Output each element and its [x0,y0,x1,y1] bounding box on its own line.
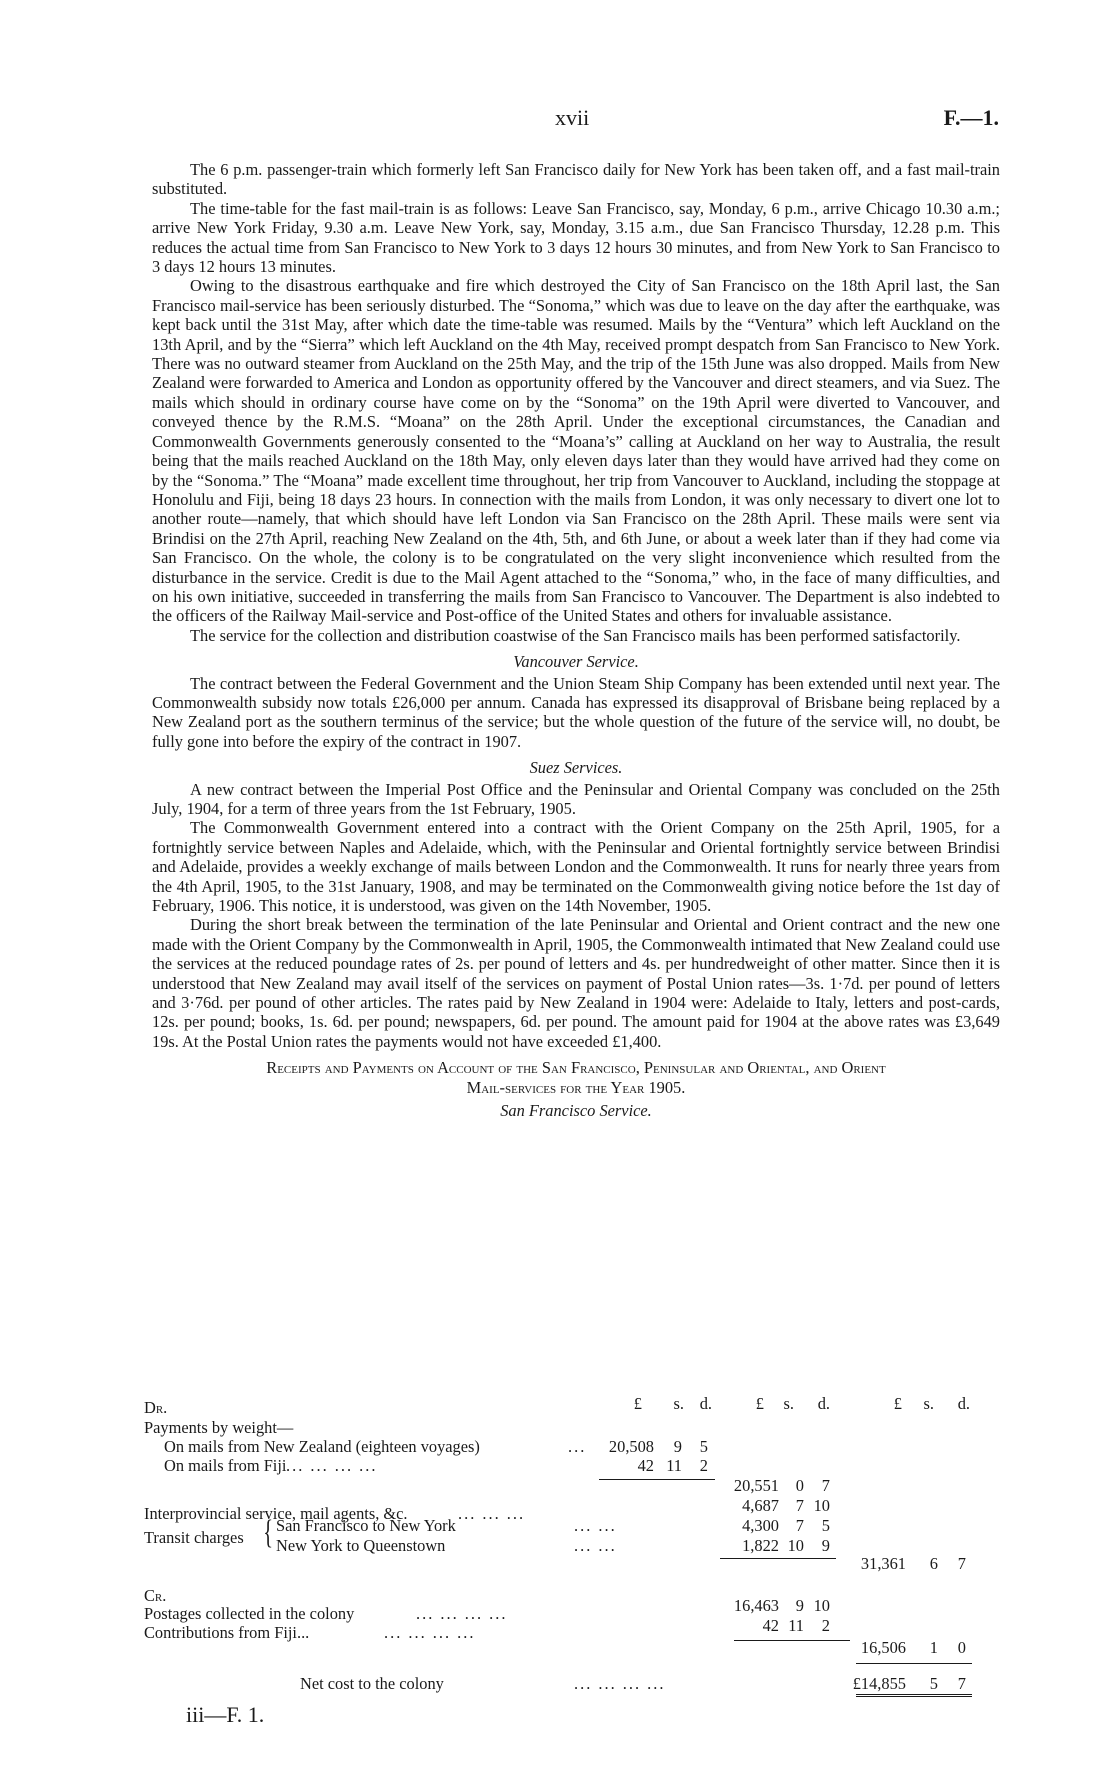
col-head-pence: d. [817,1394,830,1413]
col-head-pence: d. [699,1394,712,1413]
paragraph: The Commonwealth Government entered into a contract with the Orient Company on the 25th April, 1905, for a fortnightly service between Naples and Adelaide, which, with the Peninsular and Oriental fortnightly service between Brindisi and Adelaide, provides a weekly exchange of mails between London and the Commonwealth. It runs for nearly three years from the 4th April, 1905, to the 31st January, 1908, and may be terminated on the Commonwealth giving notice before the 1st day of February, 1906. This notice, it is understood, was given on the 14th November, 1905. [152,818,1000,916]
account-table [144,1394,1004,1698]
amount-shillings: 6 [929,1554,938,1573]
col-head-pounds: £ [633,1394,642,1413]
amount-pounds: 4,300 [742,1516,779,1535]
total-rule [856,1663,972,1664]
leader-dots: ... ... ... ... [384,1623,476,1642]
running-head [0,105,1114,135]
amount-pounds: 16,506 [860,1638,906,1657]
subtotal-rule [720,1558,836,1559]
net-cost-pence: 7 [957,1674,966,1693]
body-text [152,160,1000,1121]
debit-label: Dr. [144,1398,168,1417]
section-heading-suez: Suez Services. [529,758,623,778]
col-head-shillings: s. [923,1394,934,1413]
net-cost-shillings: 5 [929,1674,938,1693]
amount-pence: 5 [821,1516,830,1535]
paragraph: During the short break between the termination of the late Peninsular and Oriental and Orient contract and the new one made with the Orient Company by the Commonwealth in April, 1905, the Commonwealth intimated that New Zealand could use the services at the reduced poundage rates of 2s. per pound of letters and 4s. per hundredweight of other matter. Since then it is understood that New Zealand may avail itself of the services on payment of Postal Union rates—3s. 1·7d. per pound of letters and 3·76d. per pound of other articles. The rates paid by New Zealand in 1904 were: Adelaide to Italy, letters and post-cards, 12s. per pound; books, 1s. 6d. per pound; newspapers, 6d. per pound. The amount paid for 1904 at the above rates was £3,649 19s. At the Postal Union rates the payments would not have exceeded £1,400. [152,915,1000,1051]
amount-shillings: 11 [666,1456,682,1475]
payments-heading: Payments by weight— [144,1418,294,1437]
subtotal-rule [599,1479,715,1480]
amount-pence: 0 [957,1638,966,1657]
row-label: New York to Queenstown [276,1536,446,1555]
amount-pounds: 16,463 [733,1596,779,1615]
leader-dots: ... ... ... ... [416,1604,508,1623]
amount-pence: 7 [957,1554,966,1573]
double-rule [856,1694,972,1697]
leader-dots: ... ... ... [458,1504,526,1523]
amount-pounds: 1,822 [742,1536,779,1555]
section-heading-vancouver: Vancouver Service. [513,652,639,672]
row-label: Interprovincial service, mail agents, &c. [144,1504,408,1523]
paragraph: The contract between the Federal Government and the Union Steam Ship Company has been extended until next year. The Commonwealth subsidy now totals £26,000 per annum. Canada has expressed its disapproval of Brisbane being replaced by a New Zealand port as the southern terminus of the service; but the whole question of the future of the service will, no doubt, be fully gone into before the expiry of the contract in 1907. [152,673,1000,751]
account-subtitle: San Francisco Service. [500,1101,652,1121]
amount-shillings: 9 [795,1596,804,1615]
amount-shillings: 11 [788,1616,804,1635]
account-title [152,1058,1000,1097]
leader-dots: ... ... ... ... [286,1456,378,1475]
row-label: Postages collected in the colony [144,1604,355,1623]
row-label: Contributions from Fiji... [144,1623,310,1642]
account-title-line: Receipts and Payments on Account of the San Francisco, Peninsular and Oriental, and Orient [266,1058,886,1078]
paragraph: Owing to the disastrous earthquake and fire which destroyed the City of San Francisco on the 18th April last, the San Francisco mail-service has been seriously disturbed. The “Sonoma,” which was due to leave on the day after the earthquake, was kept back until the 31st May, after which date the time-table was resumed. Mails by the “Ventura” which left Auckland on the 13th April, and by the “Sierra” which left Auckland on the 4th May, received prompt despatch from San Francisco to New York. There was no outward steamer from Auckland on the 25th May, and the trip of the 15th June was also dropped. Mails from New Zealand were forwarded to America and London as opportunity offered by the Vancouver and direct steamers, and via Suez. The mails which should in ordinary course have come on by the “Sonoma” on the 19th April were diverted to Vancouver, and conveyed thence by the R.M.S. “Moana” on the 28th April. Under the exceptional circumstances, the Canadian and Commonwealth Governments generously consented to the “Moana’s” calling at Auckland on her way to Australia, the result being that the mails reached Auckland on the 18th May, only eleven days later than they would have arrived had they come on by the “Sonoma.” The “Moana” made excellent time throughout, her trip from Vancouver to Auckland, including the stoppage at Honolulu and Fiji, being 18 days 23 hours. In connection with the mails from London, it was only necessary to divert one lot to another route—namely, that which should have left London via San Francisco on the 28th April. These mails were sent via Brindisi on the 27th April, reaching New Zealand on the 4th, 5th, and 6th June, or about a week later than if they had come via San Francisco. On the whole, the colony is to be congratulated on the very slight inconvenience which resulted from the disturbance in the service. Credit is due to the Mail Agent attached to the “Sonoma,” who, in the face of many difficulties, and on his own initiative, succeeded in transferring the mails from San Francisco to Vancouver. The Department is also indebted to the officers of the Railway Mail-service and Post-office of the United States and others for invaluable assistance. [152,276,1000,626]
amount-pounds: 42 [762,1616,779,1635]
paragraph: The 6 p.m. passenger-train which formerly left San Francisco daily for New York has been taken off, and a fast mail-train substituted. [152,160,1000,199]
leader-dots: ... ... [574,1516,617,1535]
page-number: xvii [555,105,590,130]
amount-shillings: 0 [795,1476,804,1495]
amount-pence: 5 [699,1437,708,1456]
amount-pence: 2 [821,1616,830,1635]
paragraph: The time-table for the fast mail-train is as follows: Leave San Francisco, say, Monday, 6 p.m., arrive Chicago 10.30 a.m.; arrive New York Friday, 9.30 a.m. Leave New York, say, Monday, 3.15 a.m., due San Francisco Thursday, 12.28 p.m. This reduces the actual time from San Francisco to New York to 3 days 12 hours 30 minutes, and from New York to San Francisco to 3 days 12 hours 13 minutes. [152,198,1000,277]
net-cost-pounds: £14,855 [852,1674,906,1693]
leader-dots: ... ... [574,1536,617,1555]
amount-shillings: 7 [795,1516,804,1535]
leader-dots: ... [568,1437,587,1456]
paragraph: The service for the collection and distribution coastwise of the San Francisco mails has been performed satisfactorily. [190,625,961,645]
amount-pence: 7 [821,1476,830,1495]
row-label: On mails from Fiji [164,1456,287,1475]
amount-shillings: 1 [929,1638,938,1657]
amount-pounds: 4,687 [742,1496,779,1515]
amount-pence: 10 [813,1496,830,1515]
amount-pence: 9 [821,1536,830,1555]
series-number: F.—1. [943,105,999,130]
row-label: On mails from New Zealand (eighteen voyages) [164,1437,480,1456]
subtotal-rule [734,1640,850,1641]
amount-pounds: 20,551 [733,1476,779,1495]
signature-footer: iii—F. 1. [186,1702,265,1727]
brace: { [263,1514,274,1551]
amount-shillings: 9 [673,1437,682,1456]
col-head-shillings: s. [783,1394,794,1413]
col-head-pence: d. [957,1394,970,1413]
leader-dots: ... ... ... ... [574,1674,666,1693]
amount-pounds: 42 [637,1456,654,1475]
transit-charges-label: Transit charges [144,1528,244,1547]
amount-shillings: 7 [795,1496,804,1515]
row-label: San Francisco to New York [276,1516,456,1535]
amount-pounds: 31,361 [860,1554,906,1573]
amount-pence: 2 [699,1456,708,1475]
account-title-line: Mail-services for the Year 1905. [466,1077,686,1097]
amount-pounds: 20,508 [608,1437,654,1456]
amount-shillings: 10 [787,1536,804,1555]
amount-pence: 10 [813,1596,830,1615]
col-head-pounds: £ [755,1394,764,1413]
col-head-pounds: £ [893,1394,902,1413]
credit-label: Cr. [144,1586,167,1605]
net-cost-label: Net cost to the colony [300,1674,444,1693]
col-head-shillings: s. [673,1394,684,1413]
paragraph: A new contract between the Imperial Post Office and the Peninsular and Oriental Company was concluded on the 25th July, 1904, for a term of three years from the 1st February, 1905. [152,779,1000,818]
